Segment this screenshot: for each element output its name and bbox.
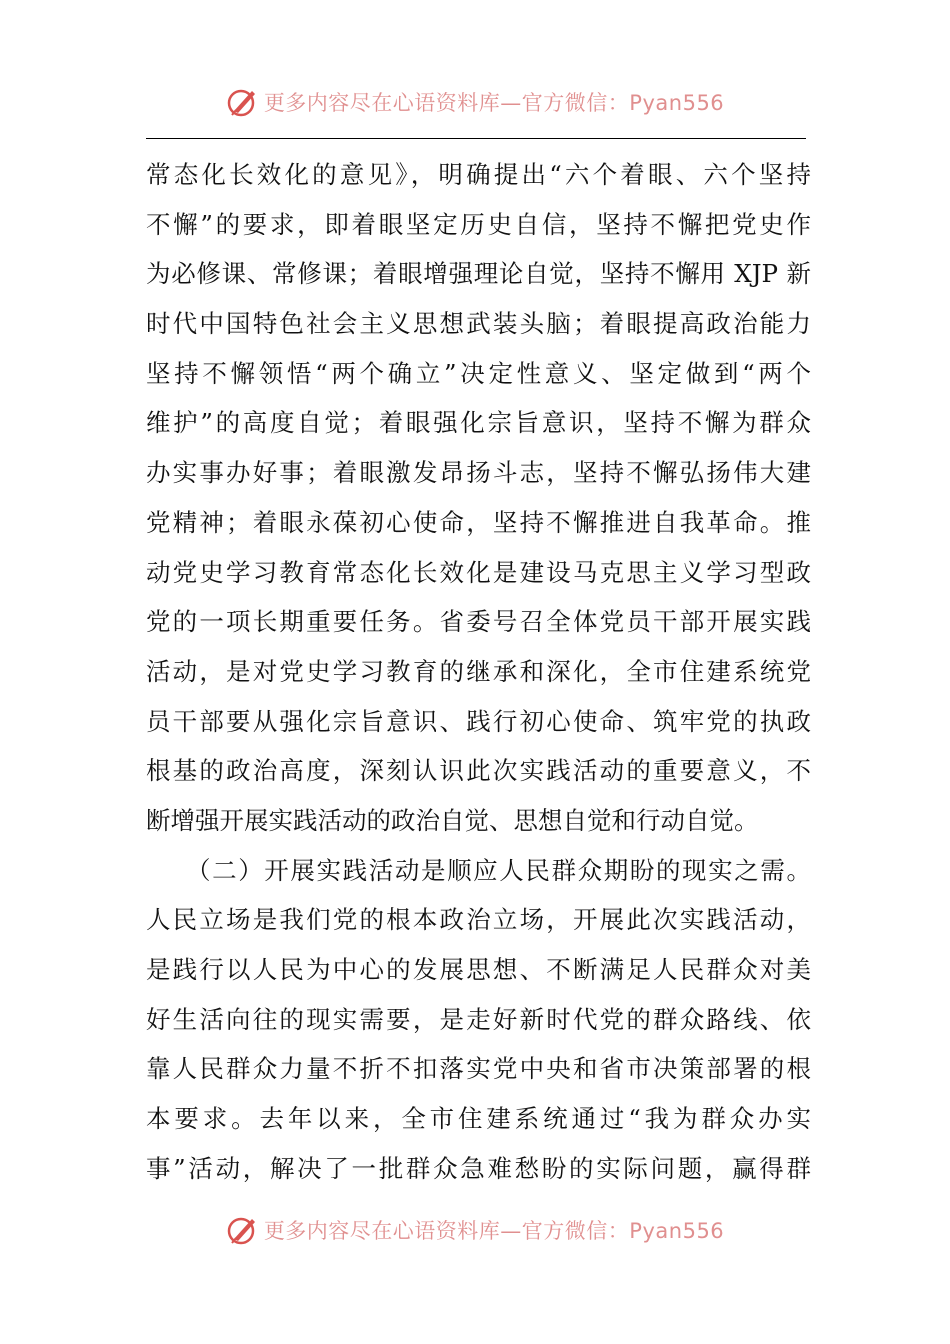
body-line: 常态化长效化的意见》，明确提出“六个着眼、六个坚持 — [146, 160, 811, 189]
body-line: 时代中国特色社会主义思想武装头脑；着眼提高政治能力 — [146, 309, 811, 339]
header-divider — [146, 138, 806, 139]
quill-logo-icon — [226, 85, 260, 119]
body-line: 员干部要从强化宗旨意识、践行初心使命、筑牢党的执政 — [146, 706, 811, 736]
body-line: 维护”的高度自觉；着眼强化宗旨意识，坚持不懈为群众 — [146, 408, 811, 438]
body-line: 根基的政治高度，深刻认识此次实践活动的重要意义，不 — [146, 756, 811, 786]
body-line: 党精神；着眼永葆初心使命，坚持不懈推进自我革命。推 — [146, 507, 811, 537]
body-line: 断增强开展实践活动的政治自觉、思想自觉和行动自觉。 — [146, 805, 759, 835]
section-heading-line: （二）开展实践活动是顺应人民群众期盼的现实之需。 — [146, 855, 811, 885]
body-line: 是践行以人民为中心的发展思想、不断满足人民群众对美 — [146, 955, 811, 984]
body-line: 办实事办好事；着眼激发昂扬斗志，坚持不懈弘扬伟大建 — [146, 458, 811, 488]
header-watermark-text: 更多内容尽在心语资料库—官方微信：Pyan556 — [263, 91, 725, 115]
body-line: 动党史学习教育常态化长效化是建设马克思主义学习型政 — [146, 557, 811, 587]
body-line: 事”活动，解决了一批群众急难愁盼的实际问题，赢得群 — [146, 1153, 811, 1183]
body-line: 为必修课、常修课；着眼增强理论自觉，坚持不懈用 XJP 新 — [146, 259, 811, 289]
document-body — [146, 150, 811, 1193]
footer-watermark-text: 更多内容尽在心语资料库—官方微信：Pyan556 — [263, 1219, 725, 1243]
header-watermark — [0, 82, 950, 122]
body-line: 活动，是对党史学习教育的继承和深化，全市住建系统党 — [146, 656, 811, 686]
body-line: 人民立场是我们党的根本政治立场，开展此次实践活动， — [146, 905, 811, 935]
body-line: 好生活向往的现实需要，是走好新时代党的群众路线、依 — [146, 1004, 811, 1034]
body-line: 坚持不懈领悟“两个确立”决定性意义、坚定做到“两个 — [146, 358, 811, 388]
body-line: 不懈”的要求，即着眼坚定历史自信，坚持不懈把党史作 — [146, 209, 811, 239]
body-line: 党的一项长期重要任务。省委号召全体党员干部开展实践 — [146, 607, 811, 637]
body-line: 本要求。去年以来，全市住建系统通过“我为群众办实 — [146, 1104, 811, 1134]
quill-logo-icon — [226, 1213, 260, 1247]
footer-watermark — [0, 1210, 950, 1250]
body-line: 靠人民群众力量不折不扣落实党中央和省市决策部署的根 — [146, 1054, 811, 1084]
